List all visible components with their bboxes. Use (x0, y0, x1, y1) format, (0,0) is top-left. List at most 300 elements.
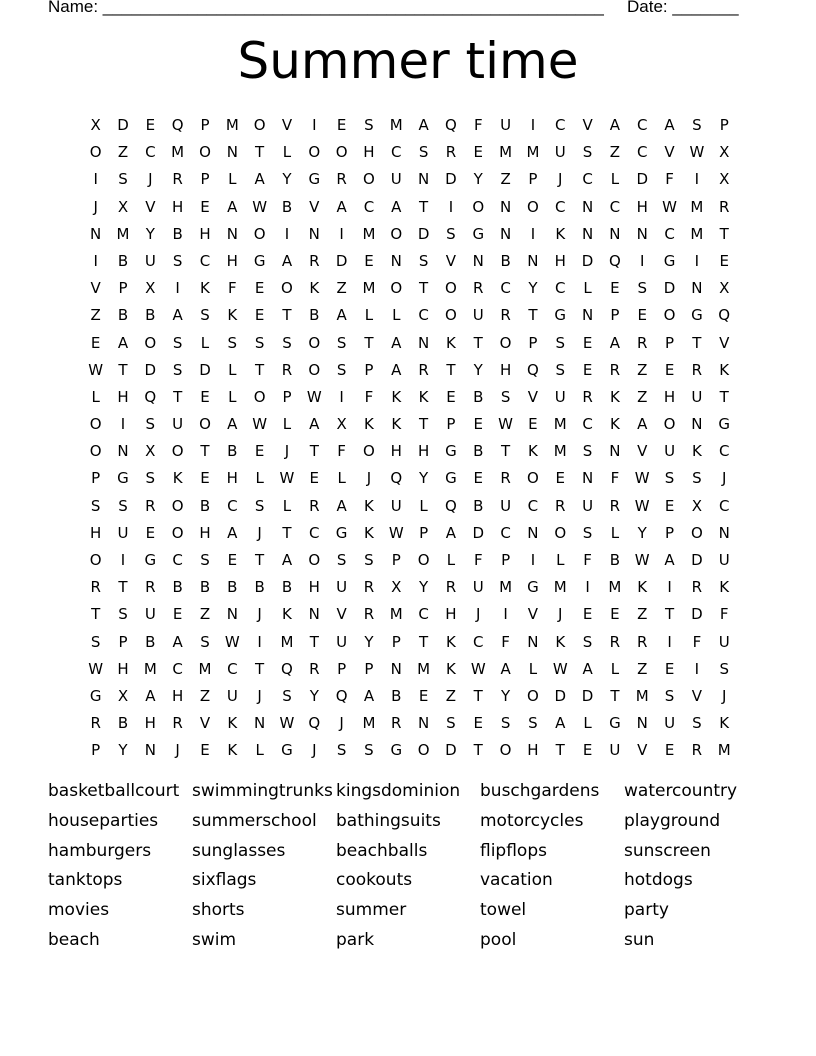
grid-letter: Z (637, 360, 648, 379)
grid-letter: U (500, 116, 512, 134)
grid-letter: T (528, 306, 538, 325)
grid-letter: F (337, 442, 346, 461)
grid-letter: K (555, 224, 566, 243)
grid-letter: A (664, 116, 675, 134)
grid-letter: R (336, 170, 347, 189)
grid-letter: D (417, 224, 430, 243)
grid-letter: C (609, 197, 621, 216)
grid-letter: O (89, 442, 102, 461)
word-list-item: tanktops (48, 870, 123, 891)
grid-letter: Z (609, 143, 621, 162)
grid-letter: J (721, 469, 727, 488)
grid-letter: P (528, 170, 538, 189)
grid-letter: E (227, 551, 238, 569)
grid-letter: Z (637, 659, 648, 678)
grid-letter: Y (419, 469, 429, 488)
grid-letter: F (227, 279, 237, 298)
grid-row (82, 248, 738, 275)
grid-letter: L (528, 659, 538, 678)
grid-letter: S (418, 143, 429, 162)
grid-letter: N (308, 224, 320, 243)
grid-letter: Q (445, 116, 457, 134)
grid-letter: Z (90, 306, 101, 325)
grid-letter: O (390, 224, 403, 243)
grid-letter: A (281, 551, 293, 569)
grid-letter: C (500, 523, 511, 542)
grid-letter: W (470, 659, 486, 678)
grid-letter: V (719, 333, 730, 352)
grid-letter: K (609, 415, 620, 434)
grid-letter: U (336, 578, 348, 597)
grid-letter: P (337, 659, 347, 678)
grid-letter: H (199, 224, 211, 243)
grid-letter: C (227, 659, 238, 678)
grid-letter: S (118, 170, 128, 189)
grid-letter: S (364, 116, 374, 134)
word-list-item: park (336, 929, 375, 950)
grid-letter: P (528, 333, 538, 352)
grid-letter: P (501, 551, 511, 569)
grid-letter: C (145, 143, 156, 162)
grid-letter: J (257, 686, 262, 705)
grid-letter: K (172, 469, 183, 488)
grid-letter: M (225, 116, 239, 134)
grid-letter: R (718, 197, 730, 216)
grid-letter: K (364, 496, 374, 515)
grid-letter: D (445, 741, 457, 760)
grid-letter: L (200, 333, 210, 352)
grid-letter: B (199, 578, 211, 597)
grid-letter: G (663, 251, 676, 270)
word-list-item: sun (624, 929, 655, 950)
grid-letter: R (609, 360, 621, 379)
grid-letter: Q (445, 496, 457, 515)
grid-letter: J (257, 523, 262, 542)
grid-letter: M (553, 442, 567, 461)
grid-letter: B (117, 306, 129, 325)
grid-letter: S (282, 333, 292, 352)
grid-letter: L (446, 551, 456, 569)
grid-letter: O (690, 523, 703, 542)
grid-letter: I (640, 251, 645, 270)
grid-letter: U (336, 632, 348, 651)
grid-letter: L (255, 741, 264, 760)
grid-letter: M (362, 279, 376, 298)
grid-letter: L (228, 360, 237, 379)
grid-letter: Z (199, 605, 211, 624)
grid-letter: B (609, 551, 621, 569)
grid-letter: M (198, 659, 212, 678)
grid-letter: X (719, 170, 730, 189)
grid-letter: M (635, 686, 649, 705)
grid-letter: A (391, 197, 402, 216)
grid-letter: O (527, 197, 539, 216)
grid-letter: A (336, 496, 347, 515)
grid-letter: A (391, 333, 402, 352)
grid-row (82, 465, 738, 492)
grid-letter: X (336, 415, 347, 434)
grid-letter: Q (308, 714, 321, 733)
grid-letter: E (582, 360, 593, 379)
grid-letter: L (91, 387, 100, 406)
grid-letter: Z (637, 387, 648, 406)
grid-letter: R (609, 632, 621, 651)
grid-letter: U (144, 251, 156, 270)
grid-letter: W (224, 632, 240, 651)
word-list-item: motorcycles (480, 810, 584, 831)
grid-letter: C (555, 116, 566, 134)
grid-row (82, 221, 738, 248)
word-list-item: towel (480, 900, 527, 921)
grid-letter: P (665, 523, 675, 542)
grid-letter: C (636, 143, 648, 162)
grid-letter: L (282, 496, 292, 515)
grid-letter: D (691, 605, 703, 624)
grid-letter: D (663, 279, 676, 298)
grid-letter: N (117, 442, 129, 461)
grid-letter: A (172, 632, 183, 651)
grid-letter: Q (718, 306, 731, 325)
grid-letter: T (255, 143, 265, 162)
grid-letter: I (93, 170, 98, 189)
grid-letter: D (144, 360, 157, 379)
grid-letter: M (499, 578, 513, 597)
word-list-item: hotdogs (624, 870, 693, 891)
grid-letter: U (390, 170, 402, 189)
grid-letter: V (281, 116, 293, 134)
grid-letter: Z (445, 686, 457, 705)
grid-letter: O (308, 143, 321, 162)
grid-row (82, 683, 738, 710)
grid-letter: R (445, 578, 457, 597)
grid-letter: O (89, 143, 102, 162)
grid-letter: N (691, 279, 703, 298)
grid-letter: G (609, 714, 621, 733)
grid-letter: G (144, 551, 157, 569)
grid-letter: N (472, 251, 484, 270)
word-list-item: bathingsuits (336, 810, 441, 831)
grid-letter: E (473, 415, 483, 434)
word-list-item: sunglasses (192, 840, 286, 861)
grid-letter: S (90, 496, 101, 515)
grid-letter: O (445, 279, 457, 298)
grid-letter: E (200, 197, 210, 216)
grid-letter: C (418, 605, 429, 624)
grid-letter: R (691, 360, 703, 379)
grid-letter: T (719, 224, 729, 243)
grid-letter: A (391, 360, 402, 379)
grid-letter: S (692, 469, 702, 488)
grid-letter: R (145, 578, 156, 597)
grid-letter: M (143, 659, 157, 678)
grid-letter: P (446, 415, 456, 434)
grid-letter: Z (500, 170, 511, 189)
grid-letter: K (691, 442, 702, 461)
grid-letter: A (254, 170, 265, 189)
grid-letter: X (145, 442, 156, 461)
grid-letter: Y (118, 741, 128, 760)
grid-letter: H (199, 523, 211, 542)
grid-letter: N (226, 224, 238, 243)
grid-letter: S (254, 496, 265, 515)
grid-letter: Q (390, 469, 403, 488)
grid-row (82, 139, 738, 166)
grid-letter: V (582, 116, 593, 134)
grid-letter: E (364, 251, 374, 270)
grid-letter: N (499, 224, 512, 243)
grid-letter: J (476, 605, 481, 624)
grid-letter: I (284, 224, 290, 243)
grid-letter: E (582, 333, 593, 352)
grid-letter: R (391, 714, 402, 733)
grid-letter: J (93, 197, 98, 216)
grid-letter: X (691, 496, 703, 515)
grid-letter: I (120, 551, 126, 569)
grid-letter: H (144, 714, 156, 733)
grid-letter: N (499, 197, 512, 216)
grid-letter: S (336, 333, 347, 352)
grid-letter: E (200, 741, 210, 760)
grid-letter: P (282, 387, 292, 406)
grid-letter: Y (282, 170, 292, 189)
grid-letter: A (609, 116, 621, 134)
name-field-label: Name: _____________________________________________________ (48, 0, 604, 16)
grid-letter: Z (637, 605, 648, 624)
grid-letter: J (312, 741, 317, 760)
grid-letter: J (366, 469, 372, 488)
grid-letter: V (637, 442, 648, 461)
grid-letter: I (667, 632, 672, 651)
word-list-item: beachballs (336, 840, 428, 861)
grid-letter: J (339, 714, 344, 733)
grid-letter: P (391, 551, 401, 569)
grid-letter: N (609, 442, 621, 461)
grid-letter: W (662, 197, 677, 216)
grid-letter: C (473, 632, 484, 651)
grid-letter: O (335, 143, 348, 162)
grid-letter: S (336, 360, 347, 379)
word-list-item: summerschool (192, 810, 317, 831)
grid-letter: R (582, 387, 593, 406)
grid-letter: B (281, 197, 293, 216)
grid-letter: T (664, 605, 675, 624)
grid-letter: O (281, 279, 293, 298)
grid-letter: Y (145, 224, 155, 243)
grid-letter: H (417, 442, 430, 461)
grid-letter: P (364, 659, 374, 678)
grid-letter: J (558, 170, 563, 189)
grid-letter: N (390, 251, 402, 270)
grid-letter: M (417, 659, 431, 678)
grid-letter: O (663, 415, 676, 434)
grid-letter: C (199, 251, 211, 270)
grid-letter: T (473, 333, 483, 352)
grid-letter: A (336, 306, 347, 325)
grid-letter: F (473, 116, 483, 134)
grid-letter: E (254, 306, 265, 325)
grid-letter: O (499, 333, 512, 352)
grid-row (82, 601, 738, 628)
grid-letter: R (637, 333, 648, 352)
grid-letter: L (583, 714, 592, 733)
grid-letter: M (171, 143, 185, 162)
grid-letter: H (499, 360, 512, 379)
grid-letter: L (583, 279, 592, 298)
grid-row (82, 656, 738, 683)
grid-row (82, 302, 738, 329)
grid-letter: F (692, 632, 702, 651)
grid-letter: T (282, 306, 292, 325)
grid-letter: F (501, 632, 510, 651)
grid-letter: U (609, 741, 621, 760)
grid-letter: O (663, 306, 676, 325)
grid-letter: O (171, 442, 184, 461)
grid-letter: S (500, 387, 511, 406)
grid-letter: T (118, 578, 128, 597)
grid-letter: T (419, 632, 429, 651)
grid-letter: O (89, 551, 102, 569)
grid-letter: X (145, 279, 156, 298)
grid-letter: K (446, 659, 456, 678)
grid-letter: Z (117, 143, 129, 162)
grid-row (82, 166, 738, 193)
grid-letter: H (117, 387, 129, 406)
grid-letter: G (117, 469, 129, 488)
grid-letter: U (144, 605, 156, 624)
grid-letter: P (719, 116, 729, 134)
grid-letter: V (527, 387, 539, 406)
grid-letter: M (499, 143, 513, 162)
grid-letter: S (582, 523, 593, 542)
grid-letter: N (636, 224, 648, 243)
grid-letter: B (117, 251, 129, 270)
grid-letter: O (390, 279, 403, 298)
grid-letter: B (172, 578, 183, 597)
grid-letter: N (527, 251, 539, 270)
grid-row (82, 629, 738, 656)
grid-letter: B (309, 306, 320, 325)
grid-letter: Q (171, 116, 184, 134)
grid-row (82, 275, 738, 302)
grid-letter: P (364, 360, 374, 379)
grid-letter: K (391, 387, 402, 406)
grid-letter: O (89, 415, 102, 434)
grid-letter: N (581, 197, 594, 216)
grid-letter: H (636, 197, 648, 216)
grid-letter: P (200, 116, 210, 134)
grid-letter: O (363, 170, 375, 189)
grid-letter: P (118, 279, 128, 298)
grid-letter: W (552, 659, 568, 678)
grid-letter: K (364, 523, 374, 542)
grid-letter: S (555, 333, 565, 352)
grid-letter: U (172, 415, 184, 434)
grid-letter: N (417, 170, 430, 189)
grid-letter: I (503, 605, 508, 624)
grid-letter: R (555, 496, 566, 515)
grid-row (82, 411, 738, 438)
grid-letter: T (309, 442, 319, 461)
grid-letter: H (663, 387, 676, 406)
grid-letter: C (309, 523, 320, 542)
grid-letter: R (609, 496, 621, 515)
grid-letter: M (526, 143, 540, 162)
grid-letter: K (555, 632, 566, 651)
grid-letter: T (282, 523, 292, 542)
grid-letter: S (364, 551, 374, 569)
grid-letter: S (200, 306, 210, 325)
grid-letter: M (717, 741, 731, 760)
grid-letter: S (664, 469, 675, 488)
grid-letter: A (664, 551, 675, 569)
word-list (48, 777, 768, 956)
grid-letter: C (172, 551, 183, 569)
grid-letter: F (583, 551, 592, 569)
grid-letter: A (445, 523, 457, 542)
grid-letter: E (200, 387, 210, 406)
grid-letter: U (226, 686, 238, 705)
grid-letter: I (120, 415, 126, 434)
grid-letter: D (691, 551, 703, 569)
grid-letter: B (473, 442, 484, 461)
grid-letter: C (555, 279, 566, 298)
grid-letter: S (90, 632, 101, 651)
grid-letter: C (418, 306, 429, 325)
grid-letter: E (582, 605, 593, 624)
grid-letter: A (145, 686, 156, 705)
grid-letter: Y (473, 170, 483, 189)
grid-letter: E (664, 496, 675, 515)
grid-row (82, 737, 738, 764)
grid-letter: L (392, 306, 401, 325)
grid-letter: O (253, 116, 266, 134)
grid-letter: V (445, 251, 457, 270)
word-list-item: pool (480, 929, 517, 950)
grid-letter: Y (528, 279, 538, 298)
grid-letter: T (255, 360, 265, 379)
grid-letter: S (172, 251, 183, 270)
grid-letter: E (473, 714, 483, 733)
grid-letter: P (391, 632, 401, 651)
grid-letter: Q (527, 360, 539, 379)
grid-letter: B (199, 496, 211, 515)
grid-letter: W (689, 143, 705, 162)
grid-letter: V (527, 605, 539, 624)
grid-letter: M (389, 116, 403, 134)
grid-letter: R (145, 496, 156, 515)
grid-letter: C (500, 279, 511, 298)
grid-letter: R (363, 578, 375, 597)
grid-letter: U (691, 387, 703, 406)
grid-letter: D (445, 170, 457, 189)
grid-letter: M (608, 578, 622, 597)
grid-letter: T (364, 333, 374, 352)
grid-letter: R (90, 714, 101, 733)
grid-letter: Q (608, 251, 621, 270)
grid-letter: T (555, 741, 565, 760)
grid-letter: S (582, 442, 593, 461)
grid-letter: A (227, 523, 238, 542)
word-list-item: flipflops (480, 840, 547, 861)
grid-row (82, 574, 738, 601)
word-list-item: cookouts (336, 870, 413, 891)
grid-letter: K (719, 578, 730, 597)
grid-letter: T (473, 686, 483, 705)
grid-letter: K (527, 442, 538, 461)
grid-letter: H (90, 523, 102, 542)
grid-letter: X (719, 143, 730, 162)
grid-letter: N (718, 523, 730, 542)
